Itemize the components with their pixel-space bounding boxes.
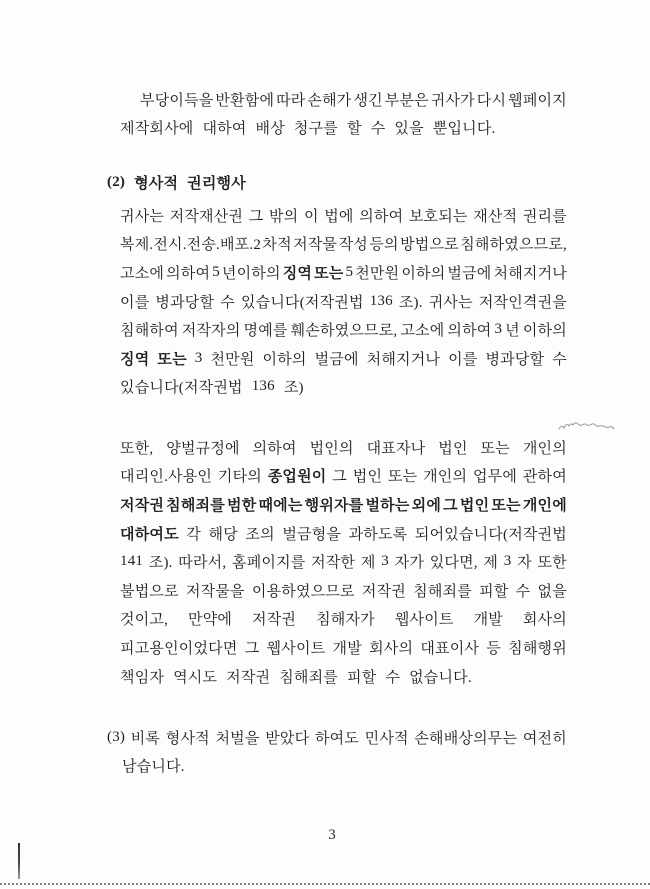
paragraph-civil-damages <box>107 723 567 780</box>
text-line: 저작권 침해죄를 범한 때에는 행위자를 벌하는 외에 그 법인 또는 개인에 <box>120 497 567 514</box>
handwritten-scribble-mark <box>557 420 619 436</box>
paragraph-restitution <box>120 85 567 142</box>
text-line: 귀사는 저작재산권 그 밖의 이 법에 의하여 보호되는 재산적 권리를 <box>120 208 567 225</box>
page-bottom-dotted-line <box>0 883 650 885</box>
page-number: 3 <box>328 827 336 843</box>
text-line: 징역 또는 3 천만원 이하의 벌금에 처해지거나 이를 병과당할 수 <box>120 349 567 368</box>
text-line: 불법으로 저작물을 이용하였으므로 저작권 침해죄를 피할 수 없을 <box>120 583 567 600</box>
section-heading-criminal-rights <box>107 168 567 197</box>
text-line: 141 조). 따라서, 홈페이지를 저작한 제 3 자가 있다면, 제 3 자 또한 <box>120 553 567 572</box>
text-line: 제작회사에 대하여 배상 청구를 할 수 있을 뿐입니다. <box>120 121 496 138</box>
text-line: 것이고, 만약에 저작권 침해자가 웹사이트 개발 회사의 <box>120 612 567 629</box>
text-line: 대리인.사용인 기타의 종업원이 그 법인 또는 개인의 업무에 관하여 <box>120 469 567 486</box>
text-line: 또한, 양벌규정에 의하여 법인의 대표자나 법인 또는 개인의 <box>120 440 567 457</box>
scan-artifact-line <box>18 843 20 879</box>
text-line: 대하여도 각 해당 조의 벌금형을 과하도록 되어있습니다(저작권법 <box>120 526 567 543</box>
paragraph-criminal-penalties <box>120 201 567 401</box>
text-line: 이를 병과당할 수 있습니다(저작권법 136 조). 귀사는 저작인격권을 <box>120 292 567 311</box>
text-line: (2) 형사적 권리행사 <box>107 173 246 192</box>
text-line: 침해하여 저작자의 명예를 훼손하였으므로, 고소에 의하여 3 년 이하의 <box>120 321 567 340</box>
text-line: 남습니다. <box>122 759 185 776</box>
text-line: 부당이득을 반환함에 따라 손해가 생긴 부분은 귀사가 다시 웹페이지 <box>140 92 567 109</box>
text-line: 고소에 의하여 5 년이하의 징역 또는 5 천만원 이하의 벌금에 처해지거나 <box>120 263 567 282</box>
text-line: 책임자 역시도 저작권 침해죄를 피할 수 없습니다. <box>120 669 472 686</box>
text-line: 피고용인이었다면 그 웹사이트 개발 회사의 대표이사 등 침해행위 <box>120 640 567 657</box>
paragraph-joint-liability <box>120 433 567 690</box>
text-line: (3) 비록 형사적 처벌을 받았다 하여도 민사적 손해배상의무는 여전히 <box>107 728 567 747</box>
text-line: 있습니다(저작권법 136 조) <box>120 378 304 397</box>
text-line: 복제.전시.전송.배포.2 차적 저작물 작성 등의 방법으로 침해하였으므로, <box>120 237 567 254</box>
